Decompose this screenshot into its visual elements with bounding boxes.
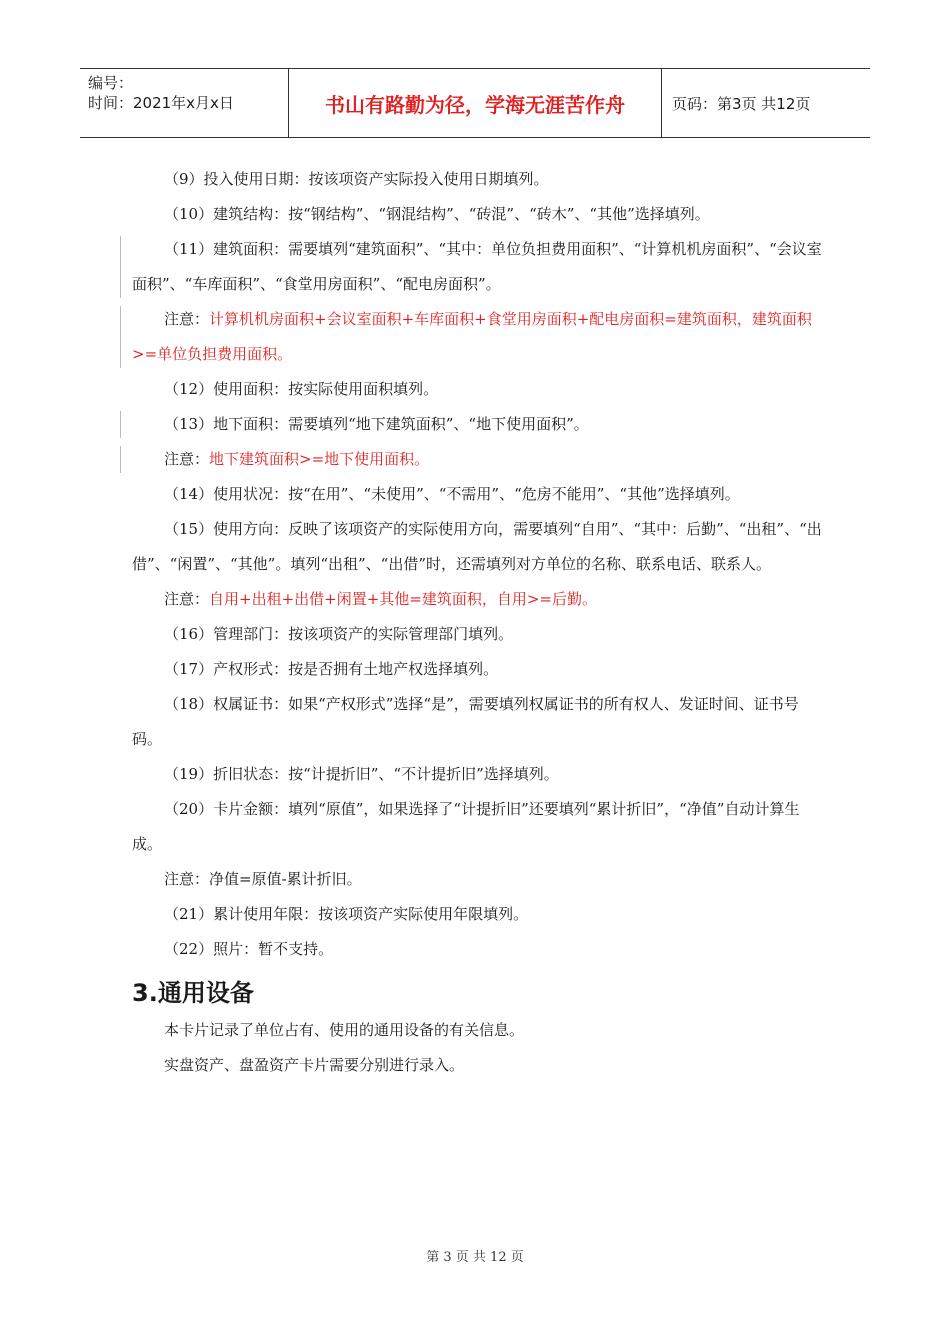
section-heading: 3.通用设备 bbox=[132, 979, 254, 1007]
page-header bbox=[80, 68, 870, 138]
document-body bbox=[132, 162, 822, 1083]
note-text: 地下建筑面积>=地下使用面积。 bbox=[209, 450, 430, 468]
note-label: 注意： bbox=[164, 590, 210, 608]
item-16: （16）管理部门：按该项资产的实际管理部门填列。 bbox=[164, 625, 514, 643]
item-22: （22）照片：暂不支持。 bbox=[164, 940, 334, 958]
item-13: （13）地下面积：需要填列“地下建筑面积”、“地下使用面积”。 bbox=[132, 407, 822, 442]
page-footer: 第 3 页 共 12 页 bbox=[426, 1250, 524, 1265]
item-10: （10）建筑结构：按“钢结构”、“钢混结构”、“砖混”、“砖木”、“其他”选择填列。 bbox=[164, 205, 710, 223]
note-area bbox=[132, 302, 822, 372]
item-14: （14）使用状况：按“在用”、“未使用”、“不需用”、“危房不能用”、“其他”选择填列。 bbox=[164, 485, 740, 503]
note-net-value: 注意：净值=原值-累计折旧。 bbox=[164, 870, 362, 888]
item-21: （21）累计使用年限：按该项资产实际使用年限填列。 bbox=[164, 905, 529, 923]
section-paragraph: 实盘资产、盘盈资产卡片需要分别进行录入。 bbox=[164, 1056, 465, 1074]
note-text: 计算机机房面积+会议室面积+车库面积+食堂用房面积+配电房面积=建筑面积，建筑面积>=单位负担费用面积。 bbox=[132, 310, 812, 363]
item-11: （11）建筑面积：需要填列“建筑面积”、“其中：单位负担费用面积”、“计算机机房面积”、“会议室面积”、“车库面积”、“食堂用房面积”、“配电房面积”。 bbox=[132, 232, 822, 302]
item-15: （15）使用方向：反映了该项资产的实际使用方向，需要填列“自用”、“其中：后勤”、“出租”、“出借”、“闲置”、“其他”。填列“出租”、“出借”时，还需填列对方单位的名称、联系电话、联系人。 bbox=[132, 520, 822, 573]
header-motto: 书山有路勤为径，学海无涯苦作舟 bbox=[289, 69, 662, 137]
item-9: （9）投入使用日期：按该项资产实际投入使用日期填列。 bbox=[164, 170, 549, 188]
item-19: （19）折旧状态：按“计提折旧”、“不计提折旧”选择填列。 bbox=[164, 765, 559, 783]
item-20: （20）卡片金额：填列“原值”，如果选择了“计提折旧”还要填列“累计折旧”，“净值”自动计算生成。 bbox=[132, 800, 800, 853]
code-label: 编号： bbox=[88, 74, 134, 92]
note-usage bbox=[132, 582, 822, 617]
header-page-info: 页码：第3页 共12页 bbox=[672, 94, 811, 113]
header-meta bbox=[80, 69, 289, 137]
item-18: （18）权属证书：如果“产权形式”选择“是”，需要填列权属证书的所有权人、发证时间、证书号码。 bbox=[132, 695, 799, 748]
item-12: （12）使用面积：按实际使用面积填列。 bbox=[164, 380, 439, 398]
section-paragraph: 本卡片记录了单位占有、使用的通用设备的有关信息。 bbox=[164, 1021, 525, 1039]
note-text: 自用+出租+出借+闲置+其他=建筑面积，自用>=后勤。 bbox=[209, 590, 597, 608]
note-underground bbox=[132, 442, 822, 477]
note-label: 注意： bbox=[164, 450, 210, 468]
time-label: 时间：2021年x月x日 bbox=[88, 94, 234, 112]
item-17: （17）产权形式：按是否拥有土地产权选择填列。 bbox=[164, 660, 499, 678]
note-label: 注意： bbox=[164, 310, 210, 328]
